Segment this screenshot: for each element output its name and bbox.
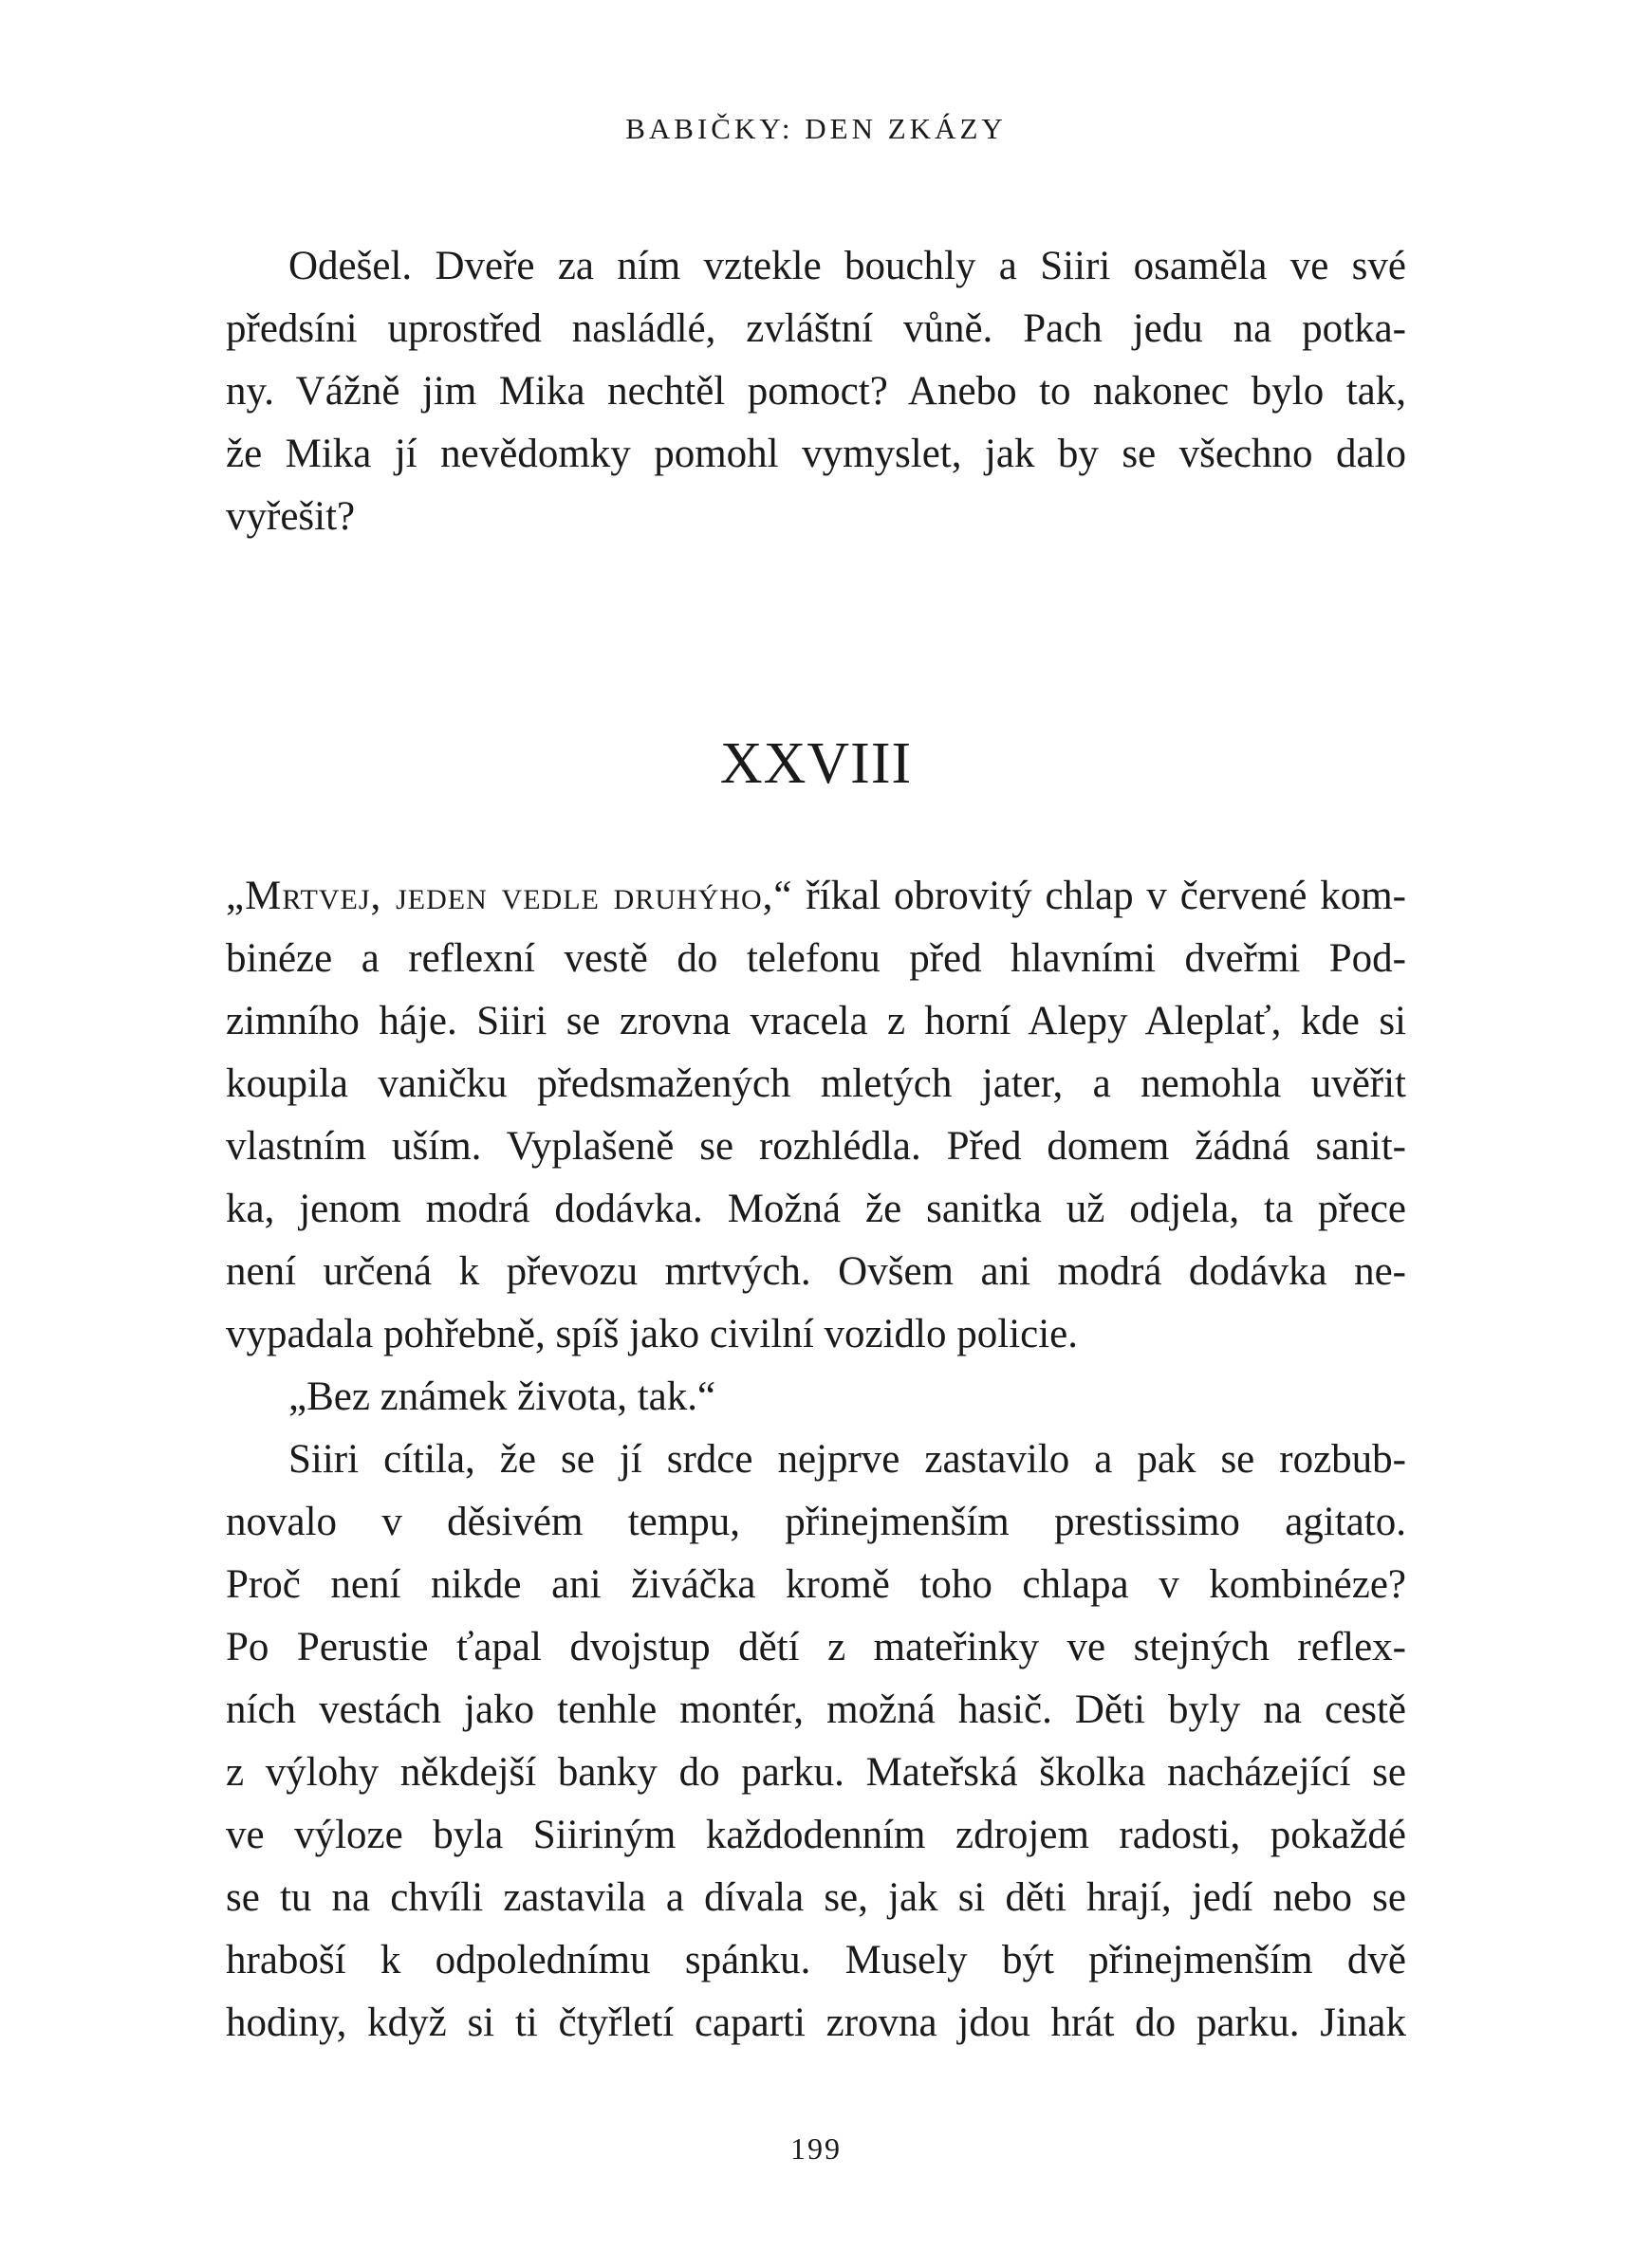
text-line: ních vestách jako tenhle montér, možná hasič. Děti byly na cestě	[226, 1687, 1406, 1732]
text-line: binéze a reflexní vestě do telefonu před hlavními dveřmi Pod-	[226, 936, 1406, 981]
paragraph-top	[226, 235, 1406, 548]
text-line: z výlohy někdejší banky do parku. Mateřská školka nacházející se	[226, 1750, 1406, 1795]
text-line: vlastním uším. Vyplašeně se rozhlédla. Před domem žádná sanit-	[226, 1124, 1406, 1169]
quote-line: „Bez známek života, tak.“	[288, 1374, 716, 1419]
text-line: ve výloze byla Siiriným každodenním zdrojem radosti, pokaždé	[226, 1813, 1406, 1857]
chapter-heading: XXVIII	[719, 731, 913, 796]
text-line: Siiri cítila, že se jí srdce nejprve zastavilo a pak se rozbub-	[288, 1437, 1406, 1482]
text-line: Po Perustie ťapal dvojstup dětí z mateřinky ve stejných reflex-	[226, 1625, 1406, 1669]
text-line: ka, jenom modrá dodávka. Možná že sanitka už odjela, ta přece	[226, 1187, 1406, 1231]
chapter-body	[226, 865, 1406, 2055]
running-header: BABIČKY: DEN ZKÁZY	[625, 112, 1007, 145]
text-line: koupila vaničku předsmažených mletých jater, a nemohla uvěřit	[226, 1061, 1406, 1106]
text-line: ny. Vážně jim Mika nechtěl pomoct? Anebo to nakonec bylo tak,	[226, 369, 1406, 414]
text-line: Proč není nikde ani živáčka kromě toho chlapa v kombinéze?	[226, 1562, 1406, 1607]
text-line: že Mika jí nevědomky pomohl vymyslet, jak by se všechno dalo	[226, 432, 1406, 476]
text-line: hraboší k odpolednímu spánku. Musely být přinejmenším dvě	[226, 1938, 1406, 1982]
text-line: zimního háje. Siiri se zrovna vracela z horní Alepy Aleplať, kde si	[226, 999, 1406, 1043]
text-line: není určená k převozu mrtvých. Ovšem ani modrá dodávka ne-	[226, 1249, 1406, 1294]
text-line: předsíni uprostřed nasládlé, zvláštní vůně. Pach jedu na potka-	[226, 306, 1406, 351]
text-line: novalo v děsivém tempu, přinejmenším prestissimo agitato.	[226, 1500, 1406, 1544]
text-line: vypadala pohřebně, spíš jako civilní vozidlo policie.	[226, 1312, 1079, 1356]
text-line-first	[226, 865, 1406, 928]
opening-rest: říkal obrovitý chlap v červené kom-	[792, 874, 1406, 918]
text-line: se tu na chvíli zastavila a dívala se, jak si děti hrají, jedí nebo se	[226, 1875, 1406, 1920]
text-line: hodiny, když si ti čtyřletí caparti zrovna jdou hrát do parku. Jinak	[226, 2001, 1406, 2045]
page-number: 199	[790, 2131, 842, 2166]
text-line: vyřešit?	[226, 494, 356, 539]
opening-smallcaps: „Mrtvej, jeden vedle druhýho,“	[226, 874, 793, 918]
text-line: Odešel. Dveře za ním vztekle bouchly a Siiri osaměla ve své	[288, 244, 1406, 288]
